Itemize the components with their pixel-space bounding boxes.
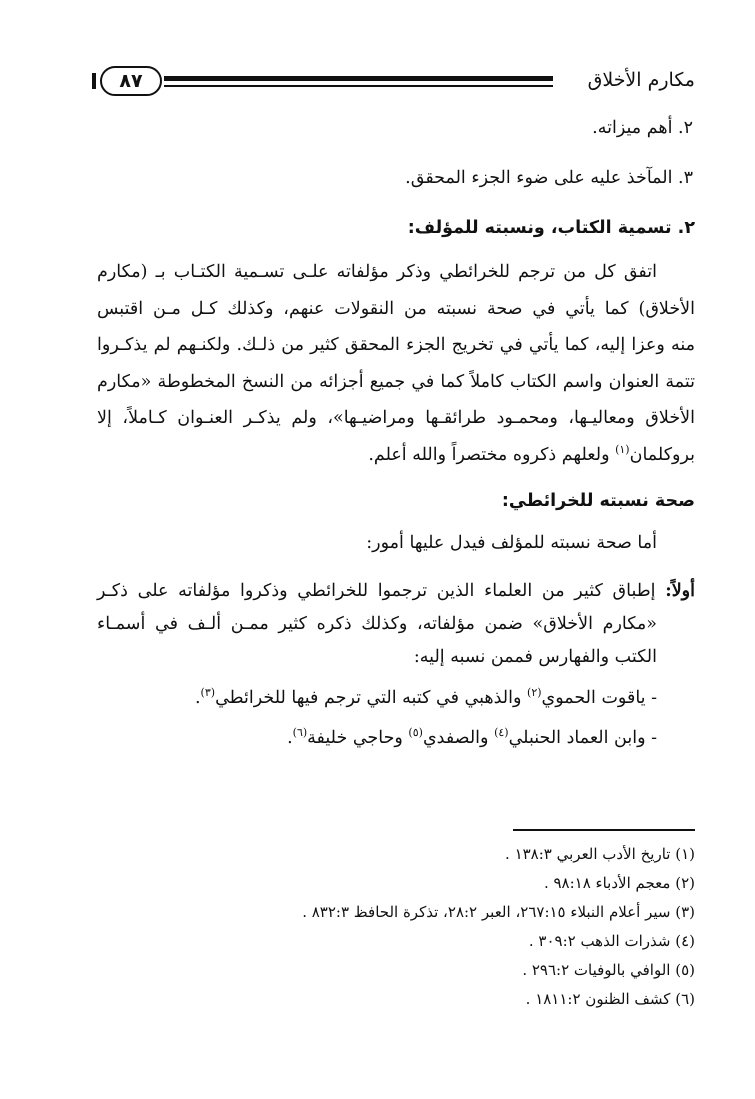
badge-left-cap xyxy=(92,73,96,89)
footnote-ref: (٦) xyxy=(292,726,308,740)
header-rule-thick xyxy=(164,76,553,81)
footnote-ref: (١) xyxy=(615,442,630,456)
paragraph-line: الأخلاق ومعاليـها، ومحمـود طرائقـها ومراضيـها»، ولم يذكـر العنـوان كـاملاً، إلا xyxy=(97,408,695,428)
dash-text: . xyxy=(287,728,293,748)
section-heading: ٢. تسمية الكتاب، ونسبته للمؤلف: xyxy=(407,218,695,238)
header-rule-thin xyxy=(164,85,553,87)
footnote: (٣) سير أعلام النبلاء ٢٦٧:١٥، العبر ٢٨:٢، تذكرة الحافظ ٨٣٢:٣ . xyxy=(302,903,695,921)
footnote-ref: (٣) xyxy=(200,686,216,700)
dash-item xyxy=(97,680,695,720)
main-content xyxy=(97,112,695,760)
paragraph-last-text: بروكلمان xyxy=(629,444,695,465)
point-line: «مكارم الأخلاق» ضمن مؤلفاته، وكذلك ذكره كثير ممـن ألـف في أسمـاء xyxy=(97,614,657,634)
paragraph-line: اتفق كل من ترجم للخرائطي وذكر مؤلفاته علـى تسـمية الكتـاب بـ (مكارم xyxy=(97,262,657,282)
header-rule xyxy=(164,74,553,90)
paragraph xyxy=(97,254,695,473)
dash-item xyxy=(97,720,695,760)
footnote: (٥) الوافي بالوفيات ٢٩٦:٢ . xyxy=(522,961,695,979)
footnote: (٢) معجم الأدباء ٩٨:١٨ . xyxy=(543,874,695,892)
sub-heading: صحة نسبته للخرائطي: xyxy=(501,491,695,511)
paragraph-line: الأخلاق) كما يأتي في صحة نسبته من النقولات عنهم، وكذلك كـل مـن اقتبس xyxy=(97,298,695,319)
dash-text: والذهبي في كتبه التي ترجم فيها للخرائطي xyxy=(215,688,528,708)
paragraph-last-text: ولعلهم ذكروه مختصراً والله أعلم. xyxy=(368,444,616,465)
point-line: الكتب والفهارس فممن نسبه إليه: xyxy=(413,647,657,667)
running-header xyxy=(92,64,695,100)
footnotes xyxy=(97,840,695,1014)
footnote: (١) تاريخ الأدب العربي ١٣٨:٣ . xyxy=(505,845,695,863)
point-label: أولاً: xyxy=(665,581,695,601)
paragraph-last-line xyxy=(97,437,695,474)
list-item: ٣. المآخذ عليه على ضوء الجزء المحقق. xyxy=(405,168,693,188)
paragraph-line: تتمة العنوان واسم الكتاب كاملاً كما في جميع أجزائه من النسخ المخطوطة «مكارم xyxy=(97,371,695,392)
footnote-ref: (٥) xyxy=(408,726,423,740)
dash-text: - ياقوت الحموي xyxy=(541,688,657,708)
footnote: (٦) كشف الظنون ١٨١١:٢ . xyxy=(525,990,695,1008)
footnote-separator xyxy=(513,829,695,831)
dash-text: والصفدي xyxy=(422,728,495,748)
paragraph-line: منه وعزا إليه، كما يأتي في تخريج الجزء المحقق كثير من ذلـك. ولكنـهم لم يذكـروا xyxy=(97,335,695,355)
dash-text: وحاجي خليفة xyxy=(307,728,409,748)
point-line xyxy=(97,575,695,608)
header-title: مكارم الأخلاق xyxy=(587,69,695,91)
page-number: ٨٧ xyxy=(100,66,162,96)
point-one xyxy=(97,575,695,674)
footnote-ref: (٢) xyxy=(527,686,542,700)
intro-line: أما صحة نسبته للمؤلف فيدل عليها أمور: xyxy=(366,533,657,553)
footnote-ref: (٤) xyxy=(494,726,509,740)
point-text: إطباق كثير من العلماء الذين ترجموا للخرائطي وذكروا مؤلفاته على ذكـر xyxy=(97,581,666,601)
dash-text: - وابن العماد الحنبلي xyxy=(508,728,657,748)
footnote: (٤) شذرات الذهب ٣٠٩:٢ . xyxy=(528,932,695,950)
list-item: ٢. أهم ميزاته. xyxy=(592,118,693,138)
dash-text: . xyxy=(194,688,201,708)
